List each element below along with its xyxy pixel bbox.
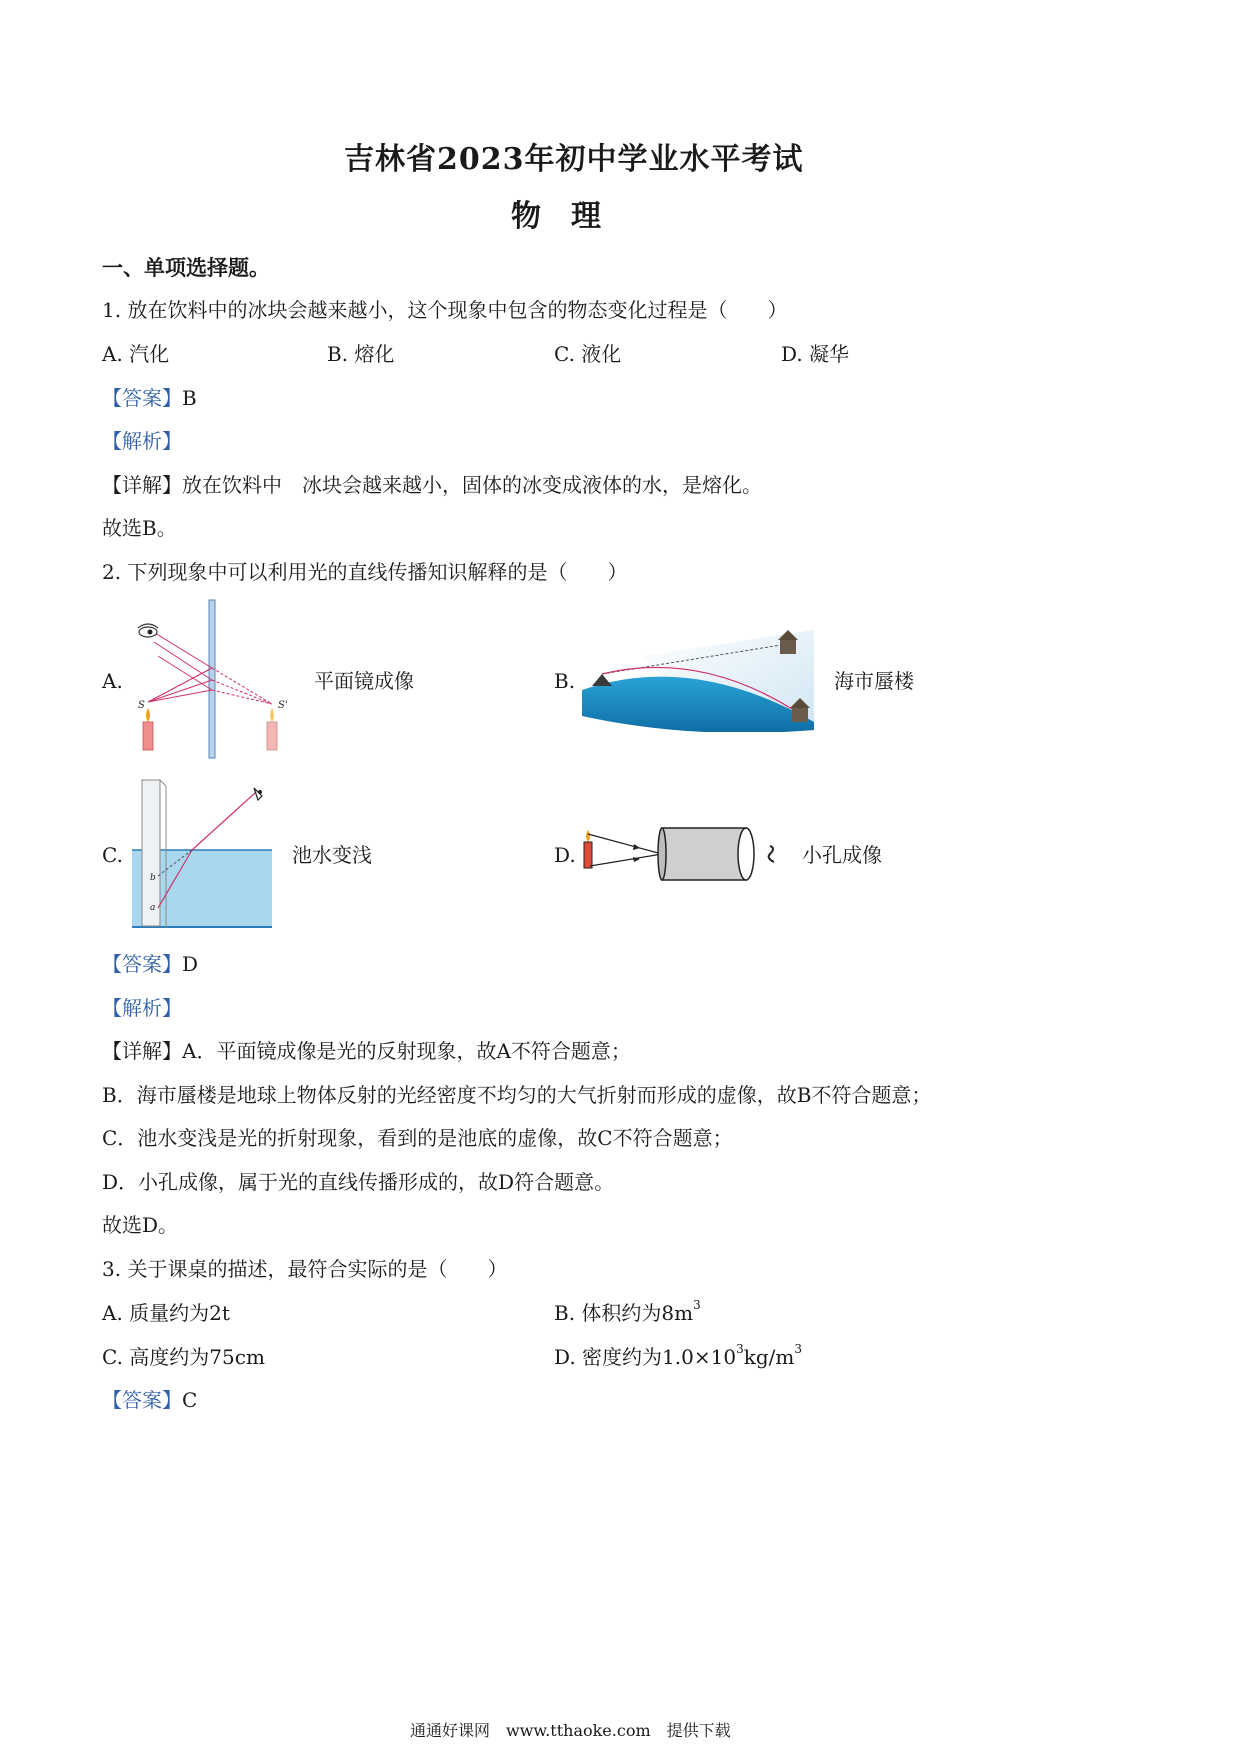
inverted-candle-image-icon [769,846,774,862]
q1-answer-row [102,388,197,408]
q3-option-c: C. 高度约为75cm [102,1345,265,1369]
q3-option-b [554,1298,701,1325]
q3-stem: 3. 关于课桌的描述，最符合实际的是（ ） [102,1257,508,1281]
q3-option-b-sup: 3 [693,1298,701,1312]
q3-answer-row [102,1390,197,1410]
q2-option-b-caption: 海市蜃楼 [834,669,914,693]
plane-mirror-figure [130,598,290,760]
q2-option-d-caption: 小孔成像 [802,843,882,867]
section-heading: 一、单项选择题。 [102,255,270,280]
pool-figure [130,778,274,930]
fig-c-label-a: a [150,903,156,913]
q3-option-a: A. 质量约为2t [102,1301,230,1325]
q1-stem: 1. 放在饮料中的冰块会越来越小，这个现象中包含的物态变化过程是（ ） [102,298,788,322]
q3-answer: C [182,1388,198,1412]
q2-detail-line-1: 【详解】A．平面镜成像是光的反射现象，故A不符合题意； [102,1039,631,1063]
eye-icon [138,624,158,637]
q1-detail: 【详解】放在饮料中 冰块会越来越小，固体的冰变成液体的水，是熔化。 [102,473,762,497]
q1-option-a: A. 汽化 [102,342,170,366]
candle-icon [584,830,592,868]
answer-tag: 【答案】 [102,952,182,976]
q2-option-b-letter: B. [554,669,576,693]
observer-icon [592,674,612,686]
page-footer: 通通好课网 www.tthaoke.com 提供下载 [410,1721,731,1740]
q2-detail-line-4: D．小孔成像，属于光的直线传播形成的，故D符合题意。 [102,1170,615,1194]
q3-option-d-sup2: 3 [794,1342,802,1356]
mirage-figure [582,630,814,732]
q3-option-d-unit: kg/m [743,1345,795,1369]
q2-conclusion: 故选D。 [102,1213,179,1237]
q1-answer: B [182,386,197,410]
answer-tag: 【答案】 [102,1388,182,1412]
q1-conclusion: 故选B。 [102,516,177,540]
q3-option-d [554,1342,802,1369]
q2-option-a-caption: 平面镜成像 [314,669,414,693]
q2-analysis-tag: 【解析】 [102,996,182,1020]
q1-option-c: C. 液化 [554,342,622,366]
candle-icon [143,708,153,750]
q2-answer: D [182,952,199,976]
q2-option-c-caption: 池水变浅 [292,843,372,867]
subject-title: 物 理 [511,199,601,234]
q2-answer-row [102,954,198,974]
q2-detail-line-2: B．海市蜃楼是地球上物体反射的光经密度不均匀的大气折射而形成的虚像，故B不符合题意； [102,1083,932,1107]
q2-detail-line-3: C．池水变浅是光的折射现象，看到的是池底的虚像，故C不符合题意； [102,1126,733,1150]
fig-a-label-s-prime: S' [278,700,288,711]
q1-analysis-tag: 【解析】 [102,429,182,453]
exam-title: 吉林省2023年初中学业水平考试 [344,142,804,177]
q2-option-c-letter: C. [102,843,123,867]
q2-option-a-letter: A. [102,669,123,693]
q1-option-b: B. 熔化 [327,342,395,366]
pinhole-figure [580,826,790,882]
fig-c-label-b: b [150,873,156,883]
fig-a-label-s: S [138,700,145,711]
q1-option-d: D. 凝华 [781,342,850,366]
candle-image-icon [267,708,277,750]
eye-icon [254,788,262,800]
q3-option-b-text: B. 体积约为8m [554,1301,694,1325]
q2-option-d-letter: D. [554,843,576,867]
q3-option-d-text: D. 密度约为1.0×10 [554,1345,737,1369]
answer-tag: 【答案】 [102,386,182,410]
q2-stem: 2. 下列现象中可以利用光的直线传播知识解释的是（ ） [102,560,628,584]
q3-option-d-sup1: 3 [736,1342,744,1356]
